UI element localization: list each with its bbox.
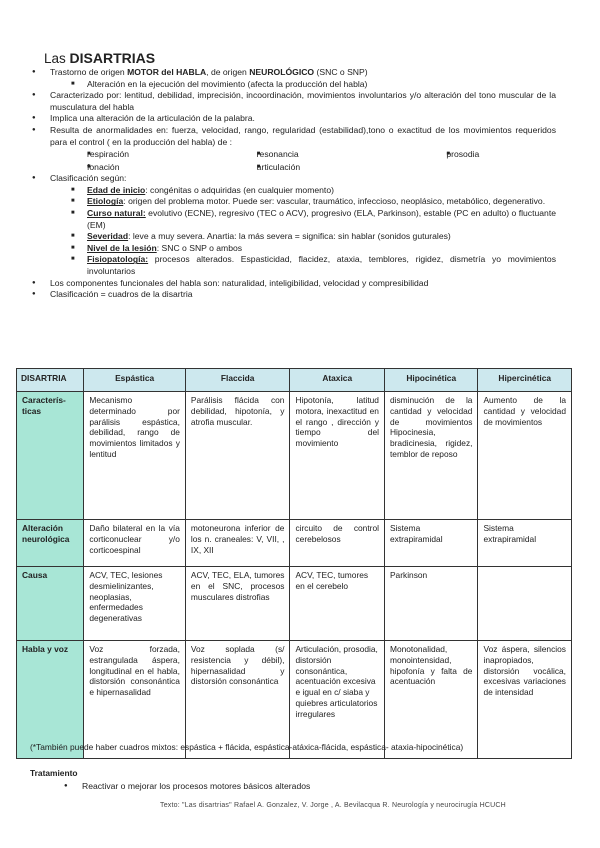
column-header: Hipocinética — [384, 369, 478, 392]
table-cell: Voz soplada (s/ resistencia y débil), hipernasalidad y distorsión consonántica — [185, 641, 290, 759]
treatment-item — [0, 781, 600, 793]
class-item: ■ Etiología: origen del problema motor. Puede ser: vascular, traumático, infeccioso, neoplásico, metabólico, degenerativo. — [0, 196, 600, 208]
table-row — [17, 392, 572, 520]
bullet-tables: ● Clasificación = cuadros de la disartria — [0, 289, 600, 301]
table-cell: Sistema extrapiramidal — [478, 520, 572, 567]
table-cell: Hipotonía, latitud motora, inexactitud en el rango , dirección y tiempo del movimiento — [290, 392, 385, 520]
class-item: ■ Curso natural: evolutivo (ECNE), regresivo (TEC o ACV), progresivo (ELA, Parkinson), estable (PC en adulto) o fluctuante (EM) — [0, 208, 600, 231]
source-citation: Texto: "Las disartrias" Rafael A. Gonzalez, V. Jorge , A. Bevilacqua R. Neurología y neurocirugía HCUCH — [160, 802, 506, 809]
row-header: Alteración neurológica — [17, 520, 84, 567]
table-row — [17, 567, 572, 641]
title-main: DISARTRIAS — [69, 50, 156, 66]
function-list — [0, 148, 600, 173]
table-cell: ACV, TEC, lesiones desmielinizantes, neoplasias, enfermedades degenerativas — [84, 567, 186, 641]
row-header: Causa — [17, 567, 84, 641]
table-cell: Voz forzada, estrangulada áspera, longitudinal en el habla, distorsión consonántica e hipernasalidad — [84, 641, 186, 759]
treatment-heading: Tratamiento — [30, 768, 78, 778]
bullet-abnormalities: ● Resulta de anormalidades en: fuerza, velocidad, rango, regularidad (estabilidad),tono o exactitud de los movimientos requeridos para el control ( en la producción del habla) de : — [0, 125, 600, 148]
table-cell: Daño bilateral en la vía corticonuclear y/o corticoespinal — [84, 520, 186, 567]
class-item: ■ Nivel de la lesión: SNC o SNP o ambos — [0, 243, 600, 255]
table-row — [17, 520, 572, 567]
table-cell: motoneurona inferior de los n. craneales: V, VII, , IX, XII — [185, 520, 290, 567]
page-title — [44, 50, 155, 66]
class-item: ■ Severidad: leve a muy severa. Anartia: la más severa = significa: sin hablar (sonidos guturales) — [0, 231, 600, 243]
bullet-classification: ● Clasificación según: — [0, 173, 600, 185]
class-item: ■ Edad de inicio: congénitas o adquiridas (en cualquier momento) — [0, 185, 600, 197]
table-cell: Mecanismo determinado por parálisis espástica, debilidad, rango de movimientos limitados y lentitud — [84, 392, 186, 520]
table-cell: Sistema extrapiramidal — [384, 520, 478, 567]
column-header: DISARTRIA — [17, 369, 84, 392]
table-cell: ACV, TEC, tumores en el cerebelo — [290, 567, 385, 641]
class-item: ■ Fisiopatología: procesos alterados. Espasticidad, flacidez, ataxia, temblores, rigidez, dismetría yo movimientos involuntarios — [0, 254, 600, 277]
list-item: ■ fonación — [87, 162, 120, 172]
table-cell: ACV, TEC, ELA, tumores en el SNC, procesos musculares distrofias — [185, 567, 290, 641]
column-header: Hipercinética — [478, 369, 572, 392]
bullet-components: ● Los componentes funcionales del habla son: naturalidad, inteligibilidad, velocidad y compresibilidad — [0, 278, 600, 290]
table-cell: Parálisis flácida con debilidad, hipotonía, y atrofia muscular. — [185, 392, 290, 520]
column-header: Flaccida — [185, 369, 290, 392]
title-prefix: Las — [44, 51, 66, 66]
table-cell: Voz áspera, silencios inapropiados, distorsión vocálica, excesivas variaciones de intensidad — [478, 641, 572, 759]
table-cell: Aumento de la cantidad y velocidad de movimientos — [478, 392, 572, 520]
bullet-definition: ● Trastorno de origen MOTOR del HABLA, de origen NEUROLÓGICO (SNC o SNP) — [0, 67, 600, 79]
bullet-characteristics: ● Caracterizado por: lentitud, debilidad, imprecisión, incoordinación, movimientos involuntarios y/o alteración del tono muscular de la musculatura del habla — [0, 90, 600, 113]
dysarthria-table — [16, 368, 572, 759]
table-row — [17, 641, 572, 759]
table-cell: Articulación, prosodia, distorsión consonántica, acentuación excesiva e igual en c/ siaba y quiebres articulatorios irregulares — [290, 641, 385, 759]
bullet-list — [0, 67, 600, 301]
list-item: ■ articulación — [257, 162, 300, 172]
table-cell: disminución de la cantidad y velocidad de movimientos Hipocinesia, bradicinesia, rigidez, temblor de reposo — [384, 392, 478, 520]
table-cell — [478, 567, 572, 641]
sub-bullet: ■ Alteración en la ejecución del movimiento (afecta la producción del habla) — [0, 79, 600, 91]
list-item: ● Reactivar o mejorar los procesos motores básicos alterados — [0, 781, 600, 793]
mixed-note: (*También puede haber cuadros mixtos: espástica + flácida, espástica-atáxica-flácida, espástica- ataxia-hipocinética) — [30, 742, 464, 752]
bullet-articulation: ● Implica una alteración de la articulación de la palabra. — [0, 113, 600, 125]
column-header: Espástica — [84, 369, 186, 392]
table-cell: Monotonalidad, monointensidad, hipofonía y falta de acentuación — [384, 641, 478, 759]
table-cell: circuito de control cerebelosos — [290, 520, 385, 567]
table-header — [17, 369, 572, 392]
list-item: ■ resonancia — [257, 149, 299, 159]
row-header: Habla y voz — [17, 641, 84, 759]
list-item: ■ respiración — [87, 149, 129, 159]
row-header: Caracterís-ticas — [17, 392, 84, 520]
column-header: Ataxica — [290, 369, 385, 392]
table-cell: Parkinson — [384, 567, 478, 641]
list-item: ■ prosodia — [446, 149, 479, 159]
